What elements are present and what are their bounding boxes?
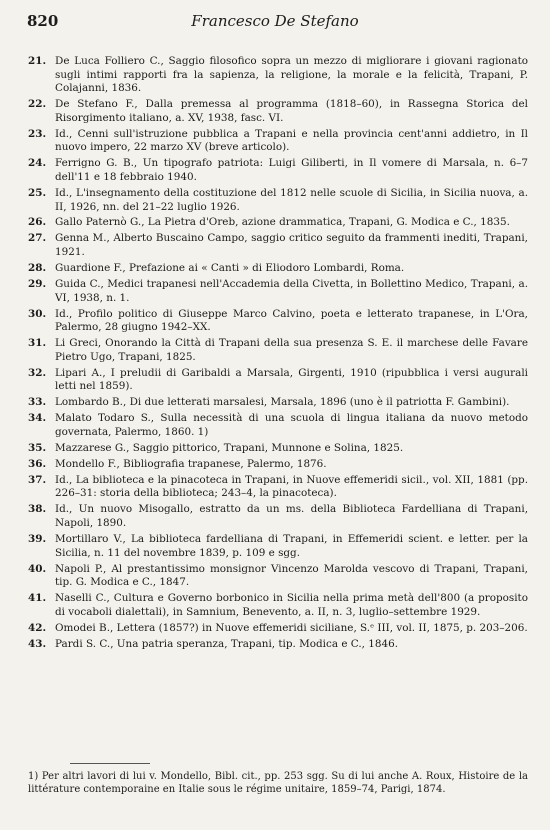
entry-text: Id., La biblioteca e la pinacoteca in Trapani, in Nuove effemeridi sicil., vol. XII, 1881 (pp. 226–31: storia della biblioteca; 243–4, la pinacoteca). <box>55 473 528 500</box>
entry-text: Genna M., Alberto Buscaino Campo, saggio critico seguito da frammenti inediti, Trapani, 1921. <box>55 232 528 259</box>
bibliography-entry <box>28 367 528 394</box>
entry-text: Id., L'insegnamento della costituzione del 1812 nelle scuole di Sicilia, in Sicilia nuova, a. II, 1926, nn. del 21–22 luglio 1926. <box>55 186 528 213</box>
entry-number: 36. <box>28 457 47 470</box>
bibliography-entry <box>28 187 528 214</box>
entry-text: Id., Un nuovo Misogallo, estratto da un ms. della Biblioteca Fardelliana di Trapani, Napoli, 1890. <box>55 503 528 530</box>
entry-number: 37. <box>28 473 47 486</box>
entry-number: 32. <box>28 366 47 379</box>
bibliography-entry <box>28 262 528 276</box>
entry-text: Pardi S. C., Una patria speranza, Trapani, tip. Modica e C., 1846. <box>55 637 399 650</box>
bibliography-entry <box>28 533 528 560</box>
entry-number: 25. <box>28 186 47 199</box>
entry-text: Naselli C., Cultura e Governo borbonico in Sicilia nella prima metà dell'800 (a proposito di vocaboli dialettali), in Samnium, Benevento, a. II, n. 3, luglio–settembre 1929. <box>55 592 528 618</box>
entry-text: Malato Todaro S., Sulla necessità di una scuola di lingua italiana da nuovo metodo governata, Palermo, 1860. 1) <box>55 412 528 438</box>
entry-number: 42. <box>28 621 47 634</box>
entry-text: De Stefano F., Dalla premessa al programma (1818–60), in Rassegna Storica del Risorgimento italiano, a. XV, 1938, fasc. VI. <box>55 98 528 124</box>
bibliography-entry <box>28 592 528 619</box>
entry-number: 34. <box>28 412 47 425</box>
entry-number: 29. <box>28 278 47 291</box>
page-number: 820 <box>27 12 59 30</box>
bibliography-entry <box>28 278 528 305</box>
bibliography-entry <box>28 98 528 125</box>
entry-text: Omodei B., Lettera (1857?) in Nuove effemeridi siciliane, S.ᵉ III, vol. II, 1875, p. 203–206. <box>55 621 528 634</box>
footnote: 1) Per altri lavori di lui v. Mondello, Bibl. cit., pp. 253 sgg. Su di lui anche A. Roux, Histoire de la littérature contemporaine en Italie sous le régime unitaire, 1859–74, Parigi, 1874. <box>28 771 528 796</box>
bibliography-entry <box>28 442 528 456</box>
entry-text: Id., Cenni sull'istruzione pubblica a Trapani e nella provincia cent'anni addietro, in Il nuovo impero, 22 marzo XV (breve articolo). <box>55 127 528 154</box>
entry-text: Id., Profilo politico di Giuseppe Marco Calvino, poeta e letterato trapanese, in L'Ora, Palermo, 28 giugno 1942–XX. <box>55 307 528 334</box>
bibliography-entry <box>28 458 528 472</box>
bibliography-entry <box>28 474 528 501</box>
entry-text: Mazzarese G., Saggio pittorico, Trapani, Munnone e Solina, 1825. <box>55 441 404 454</box>
bibliography-entry <box>28 55 528 96</box>
bibliography-entry <box>28 128 528 155</box>
entry-text: Lipari A., I preludii di Garibaldi a Marsala, Girgenti, 1910 (ripubblica i versi augurali letti nel 1859). <box>55 366 528 393</box>
entry-number: 27. <box>28 232 47 245</box>
running-title: Francesco De Stefano <box>191 12 359 30</box>
entry-number: 22. <box>28 98 47 111</box>
entry-number: 31. <box>28 337 47 350</box>
entry-number: 33. <box>28 396 47 409</box>
bibliography-entry <box>28 216 528 230</box>
entry-text: De Luca Folliero C., Saggio filosofico sopra un mezzo di migliorare i giovani ragionato sugli intimi rapporti fra la sapienza, la religione, la morale e la felicità, Trapani, P. Colajanni, 1836. <box>55 55 528 95</box>
entry-text: Gallo Paternò G., La Pietra d'Oreb, azione drammatica, Trapani, G. Modica e C., 1835. <box>55 216 510 229</box>
entry-number: 35. <box>28 441 47 454</box>
bibliography-entry <box>28 503 528 530</box>
entry-text: Li Greci, Onorando la Città di Trapani della sua presenza S. E. il marchese delle Favare Pietro Ugo, Trapani, 1825. <box>55 337 528 363</box>
entry-number: 30. <box>28 307 47 320</box>
bibliography-entry <box>28 308 528 335</box>
entry-text: Guardione F., Prefazione ai « Canti » di Eliodoro Lombardi, Roma. <box>55 262 405 275</box>
entry-number: 39. <box>28 533 47 546</box>
entry-number: 24. <box>28 157 47 170</box>
entry-number: 43. <box>28 637 47 650</box>
entry-number: 26. <box>28 216 47 229</box>
entry-number: 41. <box>28 592 47 605</box>
bibliography-entry <box>28 157 528 184</box>
entry-text: Mondello F., Bibliografia trapanese, Palermo, 1876. <box>55 457 327 470</box>
bibliography-entry <box>28 412 528 439</box>
bibliography-entry <box>28 563 528 590</box>
bibliography-entry <box>28 622 528 636</box>
entry-number: 21. <box>28 55 47 67</box>
footnote-rule <box>70 763 150 764</box>
entry-text: Guida C., Medici trapanesi nell'Accademia della Civetta, in Bollettino Medico, Trapani, a. VI, 1938, n. 1. <box>55 278 528 304</box>
entry-text: Ferrigno G. B., Un tipografo patriota: Luigi Giliberti, in Il vomere di Marsala, n. 6–7 dell'11 e 18 febbraio 1940. <box>55 157 528 183</box>
bibliography-entry <box>28 337 528 364</box>
entry-number: 40. <box>28 562 47 575</box>
entry-text: Lombardo B., Di due letterati marsalesi, Marsala, 1896 (uno è il patriotta F. Gambini). <box>55 396 510 409</box>
bibliography-entry <box>28 232 528 259</box>
entry-number: 23. <box>28 127 47 140</box>
entry-number: 38. <box>28 503 47 516</box>
entry-number: 28. <box>28 262 47 275</box>
entry-text: Napoli P., Al prestantissimo monsignor Vincenzo Marolda vescovo di Trapani, Trapani, tip. G. Modica e C., 1847. <box>55 562 528 589</box>
bibliography-list <box>28 55 528 654</box>
bibliography-entry <box>28 396 528 410</box>
entry-text: Mortillaro V., La biblioteca fardelliana di Trapani, in Effemeridi scient. e letter. per la Sicilia, n. 11 del novembre 1839, p. 109 e sgg. <box>55 533 528 559</box>
page-header <box>0 10 550 36</box>
bibliography-entry <box>28 638 528 652</box>
